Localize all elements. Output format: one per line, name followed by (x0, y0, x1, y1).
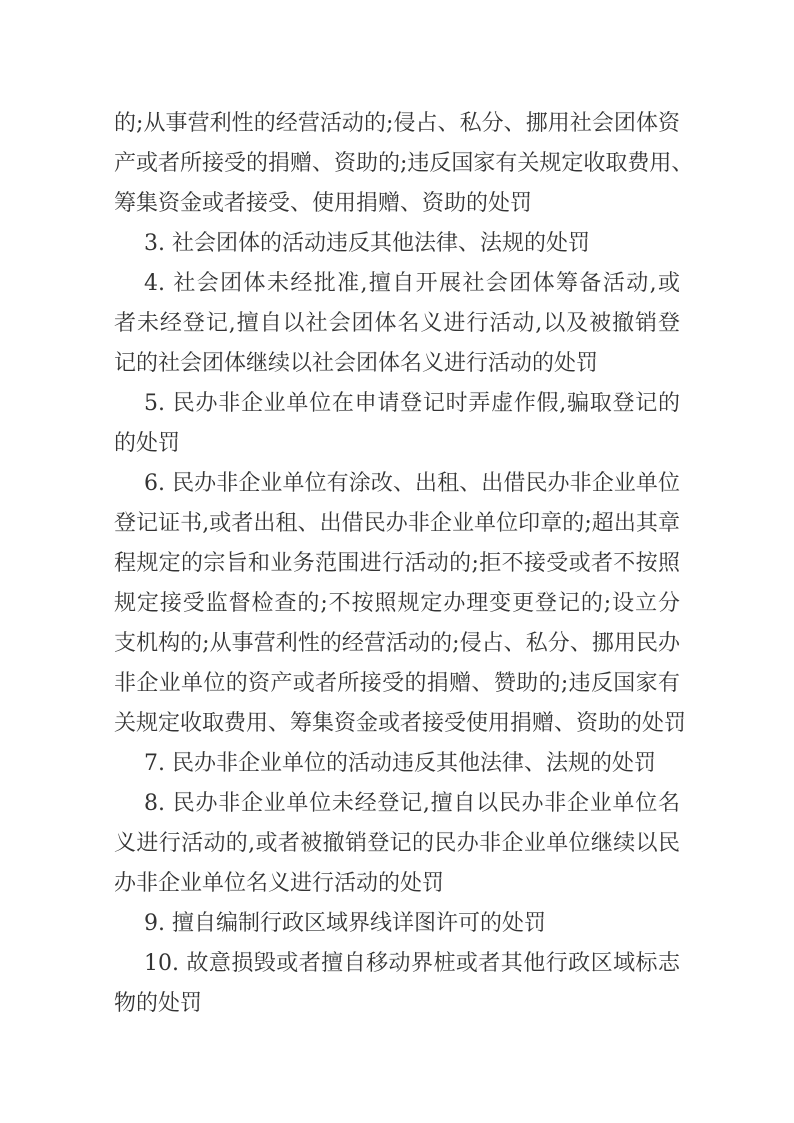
item-6-line-2: 登记证书,或者出租、出借民办非企业单位印章的;超出其章 (114, 511, 680, 536)
item-6-line-6: 非企业单位的资产或者所接受的捐赠、赞助的;违反国家有 (114, 671, 680, 696)
item-4-line-1: 4. 社会团体未经批准,擅自开展社会团体筹备活动,或 (144, 271, 680, 296)
item-10-line-1: 10. 故意损毁或者擅自移动界桩或者其他行政区域标志 (144, 951, 680, 976)
item-5-line-2: 的处罚 (114, 431, 181, 456)
item-5-line-1: 5. 民办非企业单位在申请登记时弄虚作假,骗取登记的 (144, 391, 680, 416)
item-8-line-3: 办非企业单位名义进行活动的处罚 (114, 871, 445, 896)
item-6-line-7: 关规定收取费用、筹集资金或者接受使用捐赠、资助的处罚 (114, 711, 687, 736)
item-10-line-2: 物的处罚 (114, 991, 203, 1016)
document-body (114, 104, 694, 1024)
item-3-line-1: 3. 社会团体的活动违反其他法律、法规的处罚 (144, 231, 590, 256)
paragraph-continuation-line-2: 产或者所接受的捐赠、资助的;违反国家有关规定收取费用、 (114, 151, 694, 176)
item-6-line-4: 规定接受监督检查的;不按照规定办理变更登记的;设立分 (114, 591, 680, 616)
paragraph-continuation-line-1: 的;从事营利性的经营活动的;侵占、私分、挪用社会团体资 (114, 111, 680, 136)
item-4-line-3: 记的社会团体继续以社会团体名义进行活动的处罚 (114, 351, 599, 376)
item-8-line-2: 义进行活动的,或者被撤销登记的民办非企业单位继续以民 (114, 831, 680, 856)
item-6-line-3: 程规定的宗旨和业务范围进行活动的;拒不接受或者不按照 (114, 551, 680, 576)
item-6-line-5: 支机构的;从事营利性的经营活动的;侵占、私分、挪用民办 (114, 631, 680, 656)
item-8-line-1: 8. 民办非企业单位未经登记,擅自以民办非企业单位名 (144, 791, 680, 816)
item-7-line-1: 7. 民办非企业单位的活动违反其他法律、法规的处罚 (144, 751, 656, 776)
paragraph-continuation-line-3: 筹集资金或者接受、使用捐赠、资助的处罚 (114, 191, 533, 216)
item-4-line-2: 者未经登记,擅自以社会团体名义进行活动,以及被撤销登 (114, 311, 680, 336)
item-6-line-1: 6. 民办非企业单位有涂改、出租、出借民办非企业单位 (144, 471, 680, 496)
item-9-line-1: 9. 擅自编制行政区域界线详图许可的处罚 (144, 911, 546, 936)
